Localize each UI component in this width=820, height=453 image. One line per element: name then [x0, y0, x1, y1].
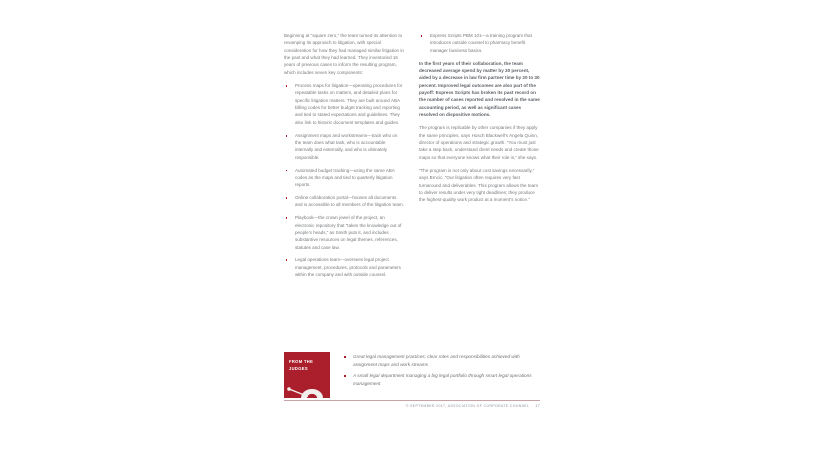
intro-paragraph: Beginning at “square zero,” the team turned its attention to revamping its approach to litigation, with special consideration for how they had managed similar litigation in the past and what they had learned. They inventoried 16 years of previous cases to inform the resulting program, which includes seven key components:	[284, 33, 404, 75]
judges-badge	[284, 352, 330, 398]
list-item: A small legal department managing a big legal portfolio through smart legal operations management	[344, 372, 540, 387]
list-item: Legal operations team—oversees legal project management, procedures, protocols and parameters within the company and with outside counsel.	[284, 256, 404, 278]
gavel-icon	[286, 382, 330, 398]
list-item: Great legal management practices; clear roles and responsibilities achieved with assignment maps and work streams	[344, 353, 540, 368]
from-the-judges-callout	[284, 352, 540, 398]
two-column-layout	[284, 32, 540, 284]
right-column	[419, 32, 540, 210]
left-bullet-list	[284, 82, 404, 278]
right-bullet-list	[419, 32, 540, 54]
judges-points-list	[344, 353, 540, 391]
highlight-paragraph: In the first years of their collaboration, the team decreased average spend by matter by 30 percent, aided by a decrease in law firm partner time by 20 to 30 percent. Improved legal outcomes are also part of the payoff: Express Scripts has broken its past record on the number of cases reported and resolved in the same accounting period, as well as significant cases resolved on dispositive motions.	[419, 60, 540, 117]
paragraph-brncic: “The program is not only about cost savings necessarily,” says Brncic. “Our litigation often requires very fast turnaround and deliverables. This program allows the team to deliver results under very tight deadlines; they produce the highest-quality work product at a moment’s notice.”	[419, 168, 539, 203]
footer-copyright: © SEPTEMBER 2017, ASSOCIATION OF CORPORATE COUNSEL	[405, 404, 530, 408]
list-item: Playbook—the crown jewel of the project, an electronic repository that “takes the knowledge out of people’s heads,” as Smith puts it, and includes substantive resources on legal themes, references, statutes and case law.	[284, 214, 404, 251]
list-item: Assignment maps and workstreams—track who on the team does what task, who is accountable internally and externally, and who is ultimately responsible.	[284, 132, 404, 161]
left-column	[284, 32, 404, 284]
list-item: Online collaboration portal—houses all documents and is accessible to all members of the litigation team.	[284, 194, 404, 209]
footer-divider	[284, 400, 540, 401]
page-number: 17	[535, 403, 540, 408]
list-item: Automated budget tracking—using the same ABA codes as the maps and tied to quarterly litigation reports.	[284, 167, 404, 189]
judges-badge-label: FROM THE JUDGES	[289, 359, 314, 371]
paragraph-quinn: The program is replicable by other companies if they apply the same principles, says Husch Blackwell’s Angela Quinn, director of operations and strategic growth. “You must just take a step back, understand client needs and create those maps so that everyone knows what their role is,” she says.	[419, 125, 539, 160]
list-item: Process maps for litigation—operating procedures for repeatable tasks on matters, and detailed plans for specific litigation matters. They are built around ABA billing codes for better budget tracking and reporting and tied to stated expectations and guidelines. They also link to historic document templates and guides.	[284, 82, 404, 126]
page-footer	[284, 403, 540, 408]
list-item: Express Scripts PBM 101—a training program that introduces outside counsel to pharmacy benefit manager business basics.	[419, 32, 540, 54]
